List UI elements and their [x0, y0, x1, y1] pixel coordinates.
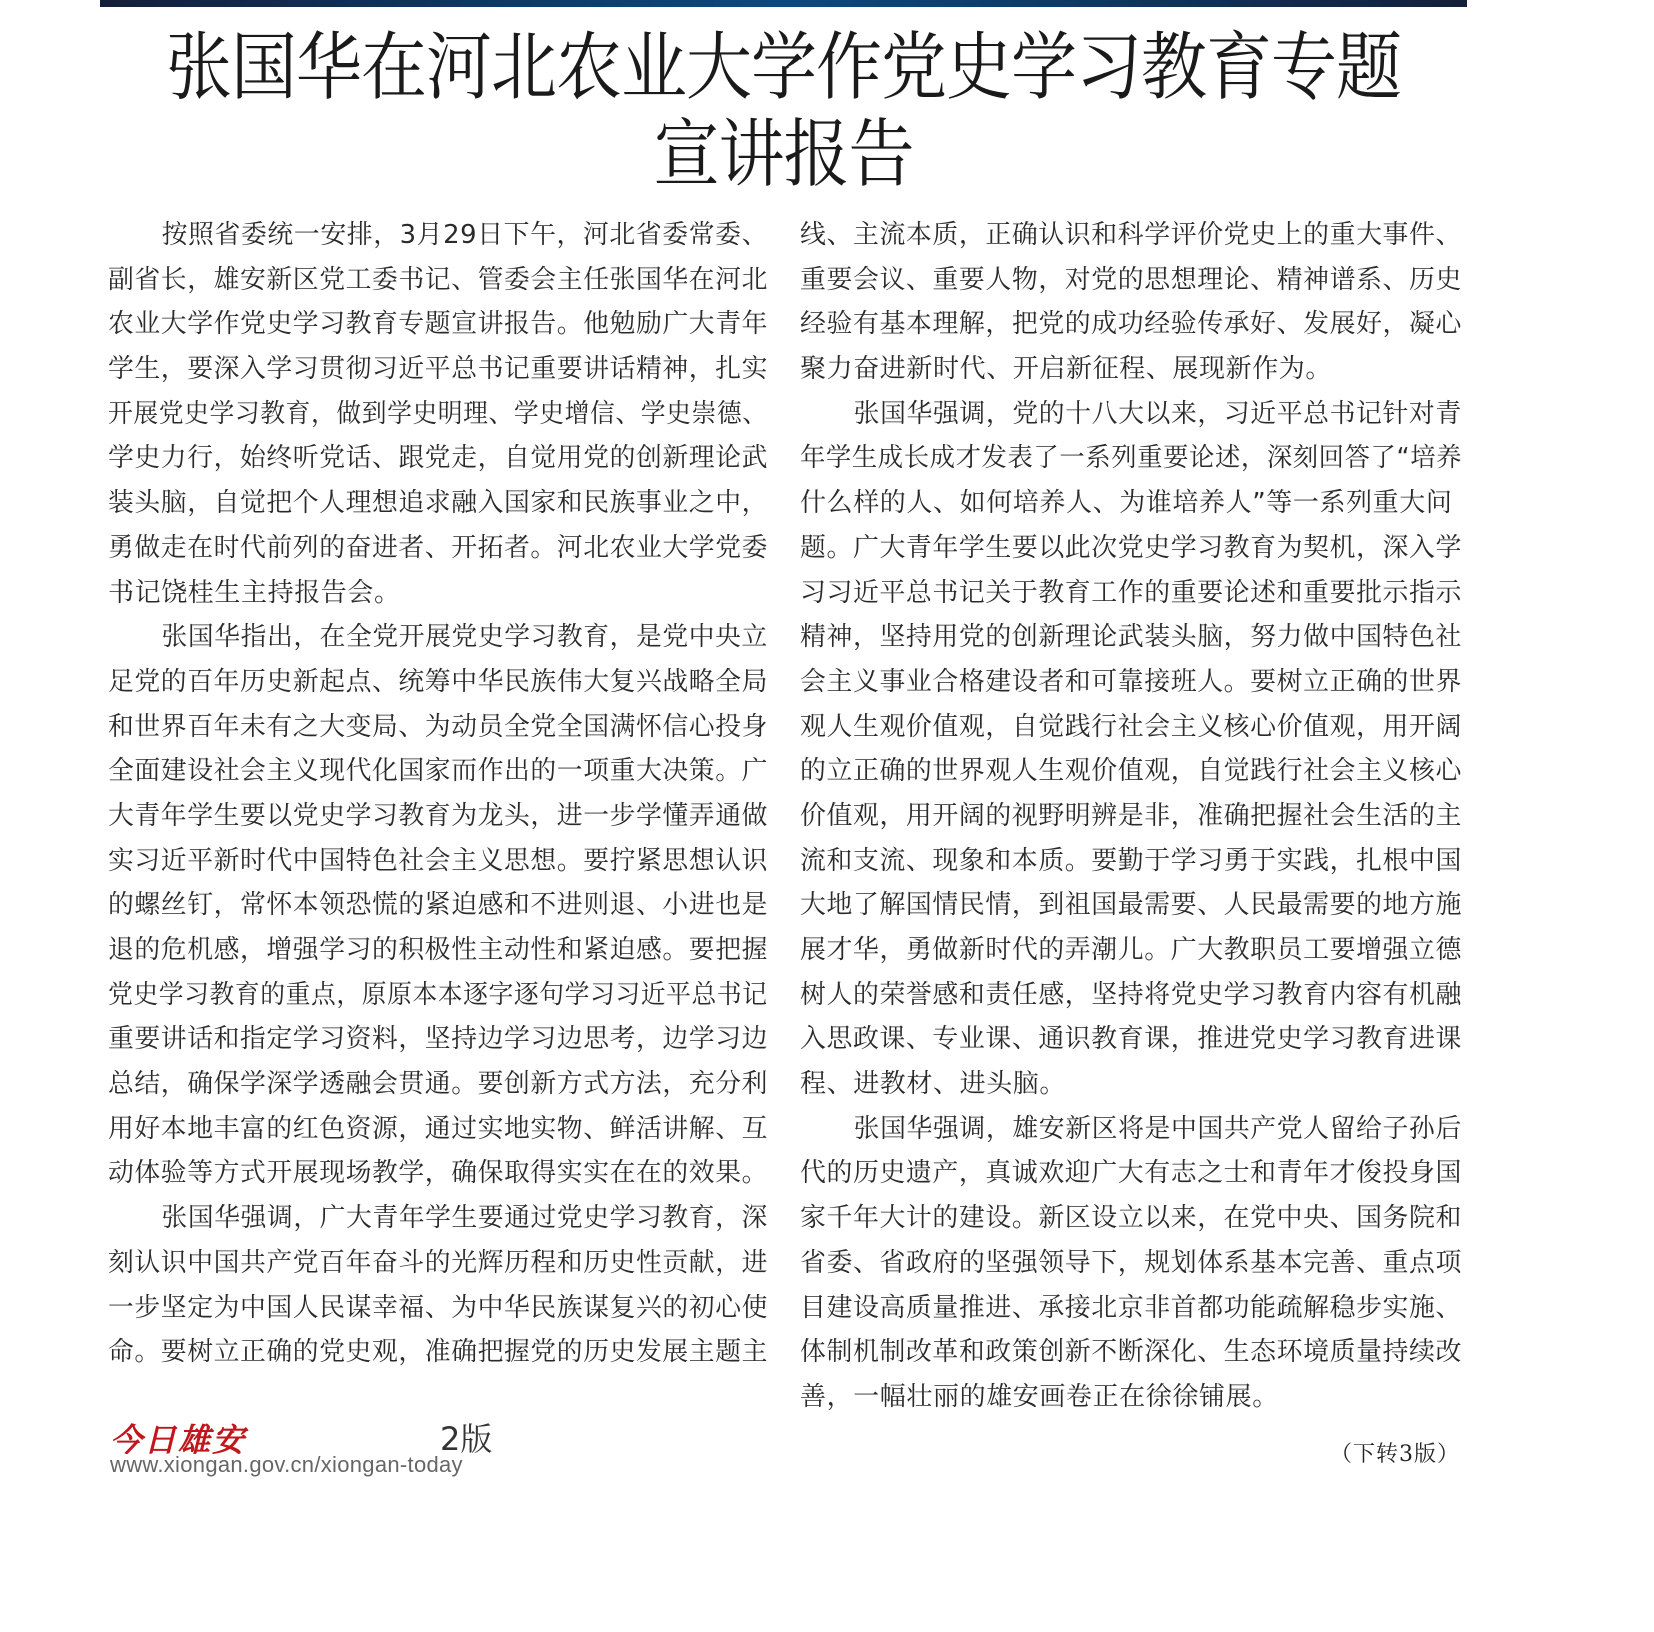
continued-note: （下转3版）	[1330, 1442, 1460, 1467]
article-text-line: 实习近平新时代中国特色社会主义思想。要拧紧思想认识	[108, 845, 769, 876]
article-text-line: 入思政课、专业课、通识教育课，推进党史学习教育进课	[800, 1024, 1463, 1055]
article-text-line: 用好本地丰富的红色资源，通过实地实物、鲜活讲解、互	[108, 1113, 769, 1144]
article-text-line: 大青年学生要以党史学习教育为龙头，进一步学懂弄通做	[108, 800, 769, 831]
article-text-line: 目建设高质量推进、承接北京非首都功能疏解稳步实施、	[800, 1292, 1463, 1323]
article-text-line: 一步坚定为中国人民谋幸福、为中华民族谋复兴的初心使	[108, 1292, 769, 1323]
article-text-line: 什么样的人、如何培养人、为谁培养人”等一系列重大问	[800, 488, 1453, 519]
article-text-line: 刻认识中国共产党百年奋斗的光辉历程和历史性贡献，进	[108, 1247, 769, 1278]
article-left-column	[108, 213, 768, 1375]
header-accent-bar	[100, 0, 1467, 7]
article-text-line: 树人的荣誉感和责任感，坚持将党史学习教育内容有机融	[800, 979, 1463, 1010]
article-text-line: 张国华指出，在全党开展党史学习教育，是党中央立	[161, 622, 768, 653]
website-url[interactable]: www.xiongan.gov.cn/xiongan-today	[110, 1452, 463, 1477]
article-text-line: 代的历史遗产，真诚欢迎广大有志之士和青年才俊投身国	[800, 1158, 1463, 1189]
article-text-line: 体制机制改革和政策创新不断深化、生态环境质量持续改	[800, 1337, 1463, 1368]
article-text-line: 线、主流本质，正确认识和科学评价党史上的重大事件、	[800, 220, 1463, 250]
page-title-line-2: 宣讲报告	[653, 111, 914, 198]
article-text-line: 书记饶桂生主持报告会。	[108, 577, 401, 608]
article-text-line: 张国华强调，雄安新区将是中国共产党人留给子孙后	[853, 1113, 1462, 1144]
article-text-line: 善，一幅壮丽的雄安画卷正在徐徐铺展。	[800, 1381, 1279, 1412]
article-text-line: 学史力行，始终听党话、跟党走，自觉用党的创新理论武	[108, 443, 769, 474]
article-text-line: 习习近平总书记关于教育工作的重要论述和重要批示指示	[800, 577, 1463, 608]
article-text-line: 重要会议、重要人物，对党的思想理论、精神谱系、历史	[800, 264, 1463, 295]
article-text-line: 足党的百年历史新起点、统筹中华民族伟大复兴战略全局	[108, 666, 769, 697]
article-text-line: 大地了解国情民情，到祖国最需要、人民最需要的地方施	[800, 890, 1463, 921]
article-text-line: 开展党史学习教育，做到学史明理、学史增信、学史崇德、	[108, 398, 768, 429]
article-text-line: 程、进教材、进头脑。	[800, 1069, 1067, 1100]
article-text-line: 题。广大青年学生要以此次党史学习教育为契机，深入学	[800, 532, 1463, 563]
article-text-line: 的立正确的世界观人生观价值观，自觉践行社会主义核心	[800, 756, 1463, 787]
article-text-line: 的螺丝钉，常怀本领恐慌的紧迫感和不进则退、小进也是	[108, 890, 769, 921]
article-text-line: 精神，坚持用党的创新理论武装头脑，努力做中国特色社	[800, 622, 1463, 653]
article-text-line: 聚力奋进新时代、开启新征程、展现新作为。	[800, 354, 1333, 385]
article-text-line: 农业大学作党史学习教育专题宣讲报告。他勉励广大青年	[108, 309, 769, 340]
article-text-line: 按照省委统一安排，3月29日下午，河北省委常委、	[161, 220, 769, 250]
article-text-line: 副省长，雄安新区党工委书记、管委会主任张国华在河北	[108, 264, 769, 295]
article-text-line: 党史学习教育的重点，原原本本逐字逐句学习习近平总书记	[108, 979, 768, 1010]
article-text-line: 价值观，用开阔的视野明辨是非，准确把握社会生活的主	[800, 800, 1463, 831]
article-text-line: 总结，确保学深学透融会贯通。要创新方式方法，充分利	[108, 1069, 769, 1100]
page-title-line-1: 张国华在河北农业大学作党史学习教育专题	[166, 24, 1401, 111]
article-text-line: 动体验等方式开展现场教学，确保取得实实在在的效果。	[108, 1158, 769, 1189]
article-text-line: 全面建设社会主义现代化国家而作出的一项重大决策。广	[108, 756, 769, 787]
article-text-line: 经验有基本理解，把党的成功经验传承好、发展好，凝心	[800, 309, 1463, 340]
article-text-line: 勇做走在时代前列的奋进者、开拓者。河北农业大学党委	[108, 532, 769, 563]
article-text-line: 张国华强调，广大青年学生要通过党史学习教育，深	[161, 1203, 768, 1234]
article-text-line: 年学生成长成才发表了一系列重要论述，深刻回答了“培养	[800, 443, 1463, 474]
newspaper-logo: 今日雄安	[110, 1421, 247, 1459]
article-text-line: 展才华，勇做新时代的弄潮儿。广大教职员工要增强立德	[800, 935, 1463, 965]
article-text-line: 会主义事业合格建设者和可靠接班人。要树立正确的世界	[800, 666, 1463, 697]
article-text-line: 退的危机感，增强学习的积极性主动性和紧迫感。要把握	[108, 935, 769, 965]
article-text-line: 张国华强调，党的十八大以来，习近平总书记针对青	[853, 398, 1462, 429]
article-text-line: 省委、省政府的坚强领导下，规划体系基本完善、重点项	[800, 1247, 1463, 1278]
article-text-line: 命。要树立正确的党史观，准确把握党的历史发展主题主	[108, 1337, 769, 1368]
article-text-line: 装头脑，自觉把个人理想追求融入国家和民族事业之中，	[108, 488, 769, 519]
article-right-column	[800, 213, 1462, 1420]
article-text-line: 流和支流、现象和本质。要勤于学习勇于实践，扎根中国	[800, 845, 1463, 876]
article-text-line: 家千年大计的建设。新区设立以来，在党中央、国务院和	[800, 1203, 1463, 1234]
article-text-line: 和世界百年未有之大变局、为动员全党全国满怀信心投身	[108, 711, 769, 742]
article-text-line: 观人生观价值观，自觉践行社会主义核心价值观，用开阔	[800, 711, 1463, 742]
page-number: 2版	[440, 1420, 493, 1458]
article-text-line: 重要讲话和指定学习资料，坚持边学习边思考，边学习边	[108, 1024, 769, 1055]
article-text-line: 学生，要深入学习贯彻习近平总书记重要讲话精神，扎实	[108, 354, 769, 385]
